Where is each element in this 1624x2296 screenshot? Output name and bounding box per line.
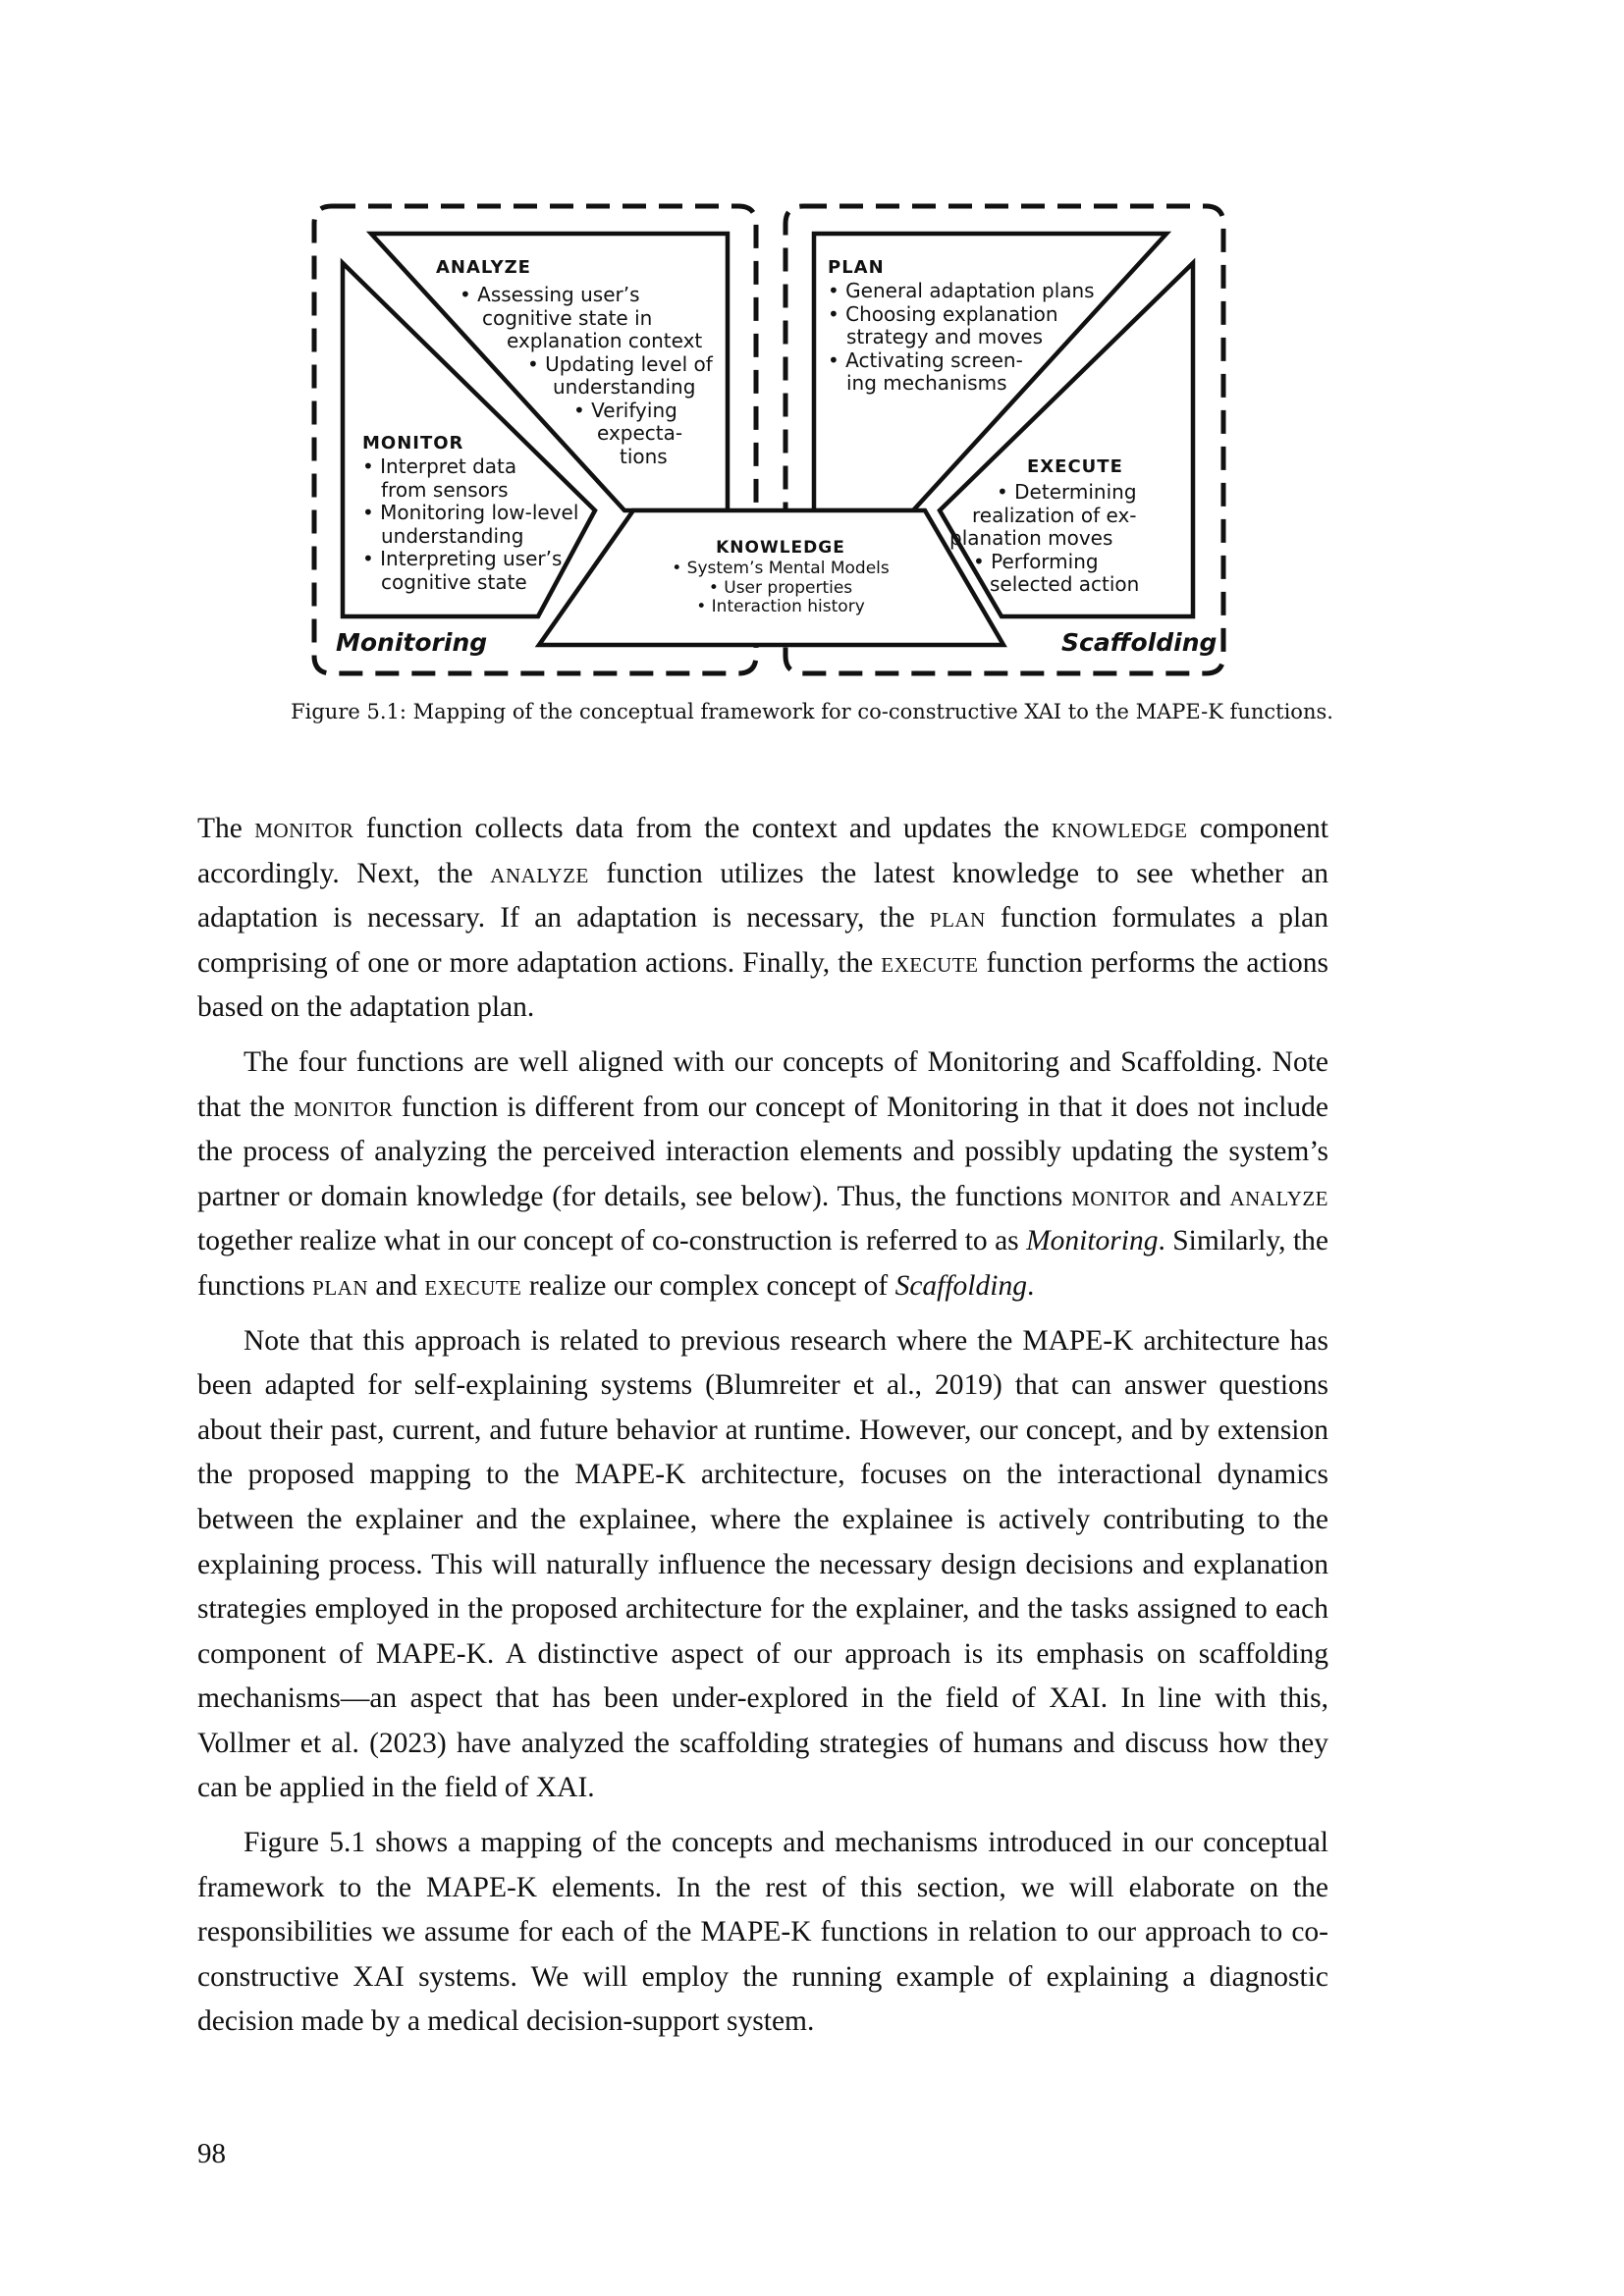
analyze-title: ANALYZE	[436, 257, 531, 278]
monitor-line: from sensors	[381, 477, 509, 502]
paragraph-2	[197, 1041, 1328, 1309]
scaffolding-label: Scaffolding	[1061, 628, 1218, 657]
monitor-title: MONITOR	[362, 433, 464, 454]
monitor-line: cognitive state	[381, 569, 527, 594]
text: function formulates a plan comprising of one or more adaptation actions. Finally, the	[197, 902, 1328, 979]
function-name: monitor	[1071, 1180, 1171, 1212]
function-name: analyze	[1229, 1180, 1329, 1212]
emphasis: Monitoring	[1026, 1225, 1159, 1257]
execute-line: selected action	[990, 572, 1140, 596]
text: and	[368, 1269, 425, 1302]
text: realize our complex concept of	[521, 1269, 895, 1302]
plan-line: ing mechanisms	[846, 371, 1007, 395]
text: The	[197, 813, 255, 844]
page-number: 98	[197, 2138, 226, 2169]
text: . Similarly, the functions	[197, 1225, 1328, 1302]
analyze-line: cognitive state in	[482, 305, 653, 330]
analyze-line: expecta-	[597, 421, 683, 445]
plan-block	[828, 256, 1095, 396]
mape-k-figure	[0, 0, 1624, 687]
monitoring-label: Monitoring	[336, 628, 488, 657]
knowledge-line: • User properties	[708, 577, 853, 598]
execute-line: • Performing	[973, 549, 1099, 573]
emphasis: Scaffolding	[894, 1269, 1027, 1302]
text: together realize what in our concept of co-construction is referred to as	[197, 1225, 1027, 1257]
knowledge-line: • System’s Mental Models	[672, 559, 890, 578]
function-name: knowledge	[1051, 813, 1188, 844]
function-name: monitor	[254, 813, 354, 844]
paragraph-3: Note that this approach is related to previous research where the MAPE-K architecture has been adapted for self-explaining systems (Blumreiter et al., 2019) that can answer questions about their past, current, and future behavior at runtime. However, our concept, and by extension the proposed mapping to the MAPE-K architecture, focuses on the interactional dynamics between the explainer and the explainee, where the explainee is actively contributing to the explaining process. This will naturally influence the necessary design decisions and explanation strategies employed in the proposed architecture for the explainer, and the tasks assigned to each component of MAPE-K. A distinctive aspect of our approach is its emphasis on scaffolding mechanisms—an aspect that has been under-explored in the field of XAI. In line with this, Vollmer et al. (2023) have analyzed the scaffolding strategies of humans and discuss how they can be applied in the field of XAI.	[197, 1324, 1328, 1804]
knowledge-block	[633, 536, 928, 617]
plan-title: PLAN	[828, 257, 885, 278]
function-name: monitor	[294, 1091, 394, 1123]
text: The four functions are well aligned with our concepts of Monitoring and Scaffolding. Note that the	[197, 1045, 1328, 1123]
text: and	[1170, 1180, 1230, 1212]
analyze-line: • Verifying	[573, 398, 677, 422]
body-text	[197, 807, 1328, 2055]
paragraph-1	[197, 807, 1328, 1031]
plan-line: • General adaptation plans	[828, 279, 1095, 302]
text: function collects data from the context and updates the	[353, 813, 1052, 844]
function-name: execute	[881, 946, 979, 979]
analyze-line: explanation context	[507, 329, 703, 352]
monitor-line: understanding	[381, 523, 524, 548]
figure-caption: Figure 5.1: Mapping of the conceptual framework for co-constructive XAI to the MAPE-K functions.	[291, 700, 1333, 723]
text: function utilizes the latest knowledge to see whether an adaptation is necessary. If an adaptation is necessary, the	[197, 857, 1328, 934]
plan-line: • Choosing explanation	[828, 301, 1058, 326]
function-name: analyze	[490, 857, 589, 889]
execute-line: planation moves	[949, 526, 1113, 550]
knowledge-line: • Interaction history	[696, 597, 865, 616]
text: .	[1026, 1269, 1035, 1302]
text: function performs the actions based on the adaptation plan.	[197, 946, 1328, 1024]
text: component accordingly. Next, the	[197, 813, 1328, 889]
analyze-line: • Updating level of	[527, 351, 713, 376]
execute-title: EXECUTE	[1027, 456, 1123, 477]
function-name: execute	[424, 1269, 522, 1302]
analyze-line: tions	[620, 444, 668, 468]
execute-line: • Determining	[997, 480, 1137, 504]
function-name: plan	[929, 902, 986, 934]
monitor-line: • Monitoring low-level	[362, 501, 579, 524]
plan-line: • Activating screen-	[828, 347, 1023, 372]
text: function is different from our concept of Monitoring in that it does not include the process of analyzing the perceived interaction elements and possibly updating the system’s partner or domain knowledge (for details, see below). Thus, the functions	[197, 1091, 1328, 1212]
function-name: plan	[312, 1269, 369, 1302]
analyze-line: understanding	[553, 375, 696, 399]
monitor-line: • Interpret data	[362, 454, 517, 478]
execute-line: realization of ex-	[972, 503, 1137, 527]
analyze-line: • Assessing user’s	[460, 283, 640, 306]
monitor-line: • Interpreting user’s	[362, 547, 563, 570]
analyze-block	[436, 256, 531, 280]
monitor-block	[362, 432, 578, 594]
knowledge-title: KNOWLEDGE	[716, 538, 845, 558]
paragraph-4: Figure 5.1 shows a mapping of the concepts and mechanisms introduced in our conceptual framework to the MAPE-K elements. In the rest of this section, we will elaborate on the responsibilities we assume for each of the MAPE-K functions in relation to our approach to co-constructive XAI systems. We will employ the running example of explaining a diagnostic decision made by a medical decision-support system.	[197, 1827, 1328, 2038]
plan-line: strategy and moves	[846, 325, 1044, 348]
